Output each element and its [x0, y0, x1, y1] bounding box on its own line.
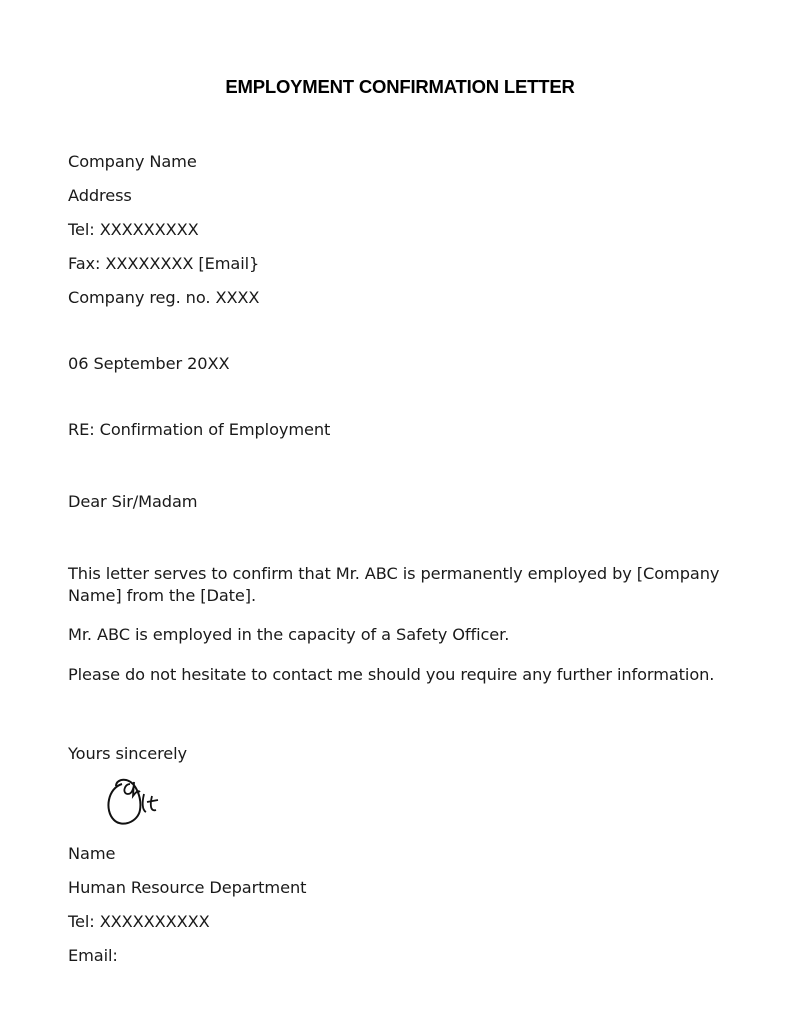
signatory-name: Name [68, 844, 116, 863]
company-address: Address [68, 186, 132, 205]
body-paragraph: Please do not hesitate to contact me should you require any further information. [68, 665, 715, 684]
signatory-email: Email: [68, 946, 118, 965]
closing: Yours sincerely [68, 744, 188, 763]
company-tel: Tel: XXXXXXXXX [68, 220, 199, 239]
letter-date: 06 September 20XX [68, 354, 230, 373]
company-fax: Fax: XXXXXXXX [Email} [68, 254, 260, 273]
company-reg-no: Company reg. no. XXXX [68, 288, 260, 307]
signature-icon [100, 770, 170, 830]
signatory-department: Human Resource Department [68, 878, 307, 897]
signatory-tel: Tel: XXXXXXXXXX [68, 912, 210, 931]
body-paragraph: This letter serves to confirm that Mr. ABC is permanently employed by [Company Name] from the [Date]. [68, 564, 720, 605]
letter-subject: RE: Confirmation of Employment [68, 420, 331, 439]
company-name: Company Name [68, 152, 197, 171]
document-title: EMPLOYMENT CONFIRMATION LETTER [225, 76, 575, 97]
salutation: Dear Sir/Madam [68, 492, 198, 511]
body-paragraph: Mr. ABC is employed in the capacity of a Safety Officer. [68, 625, 510, 644]
